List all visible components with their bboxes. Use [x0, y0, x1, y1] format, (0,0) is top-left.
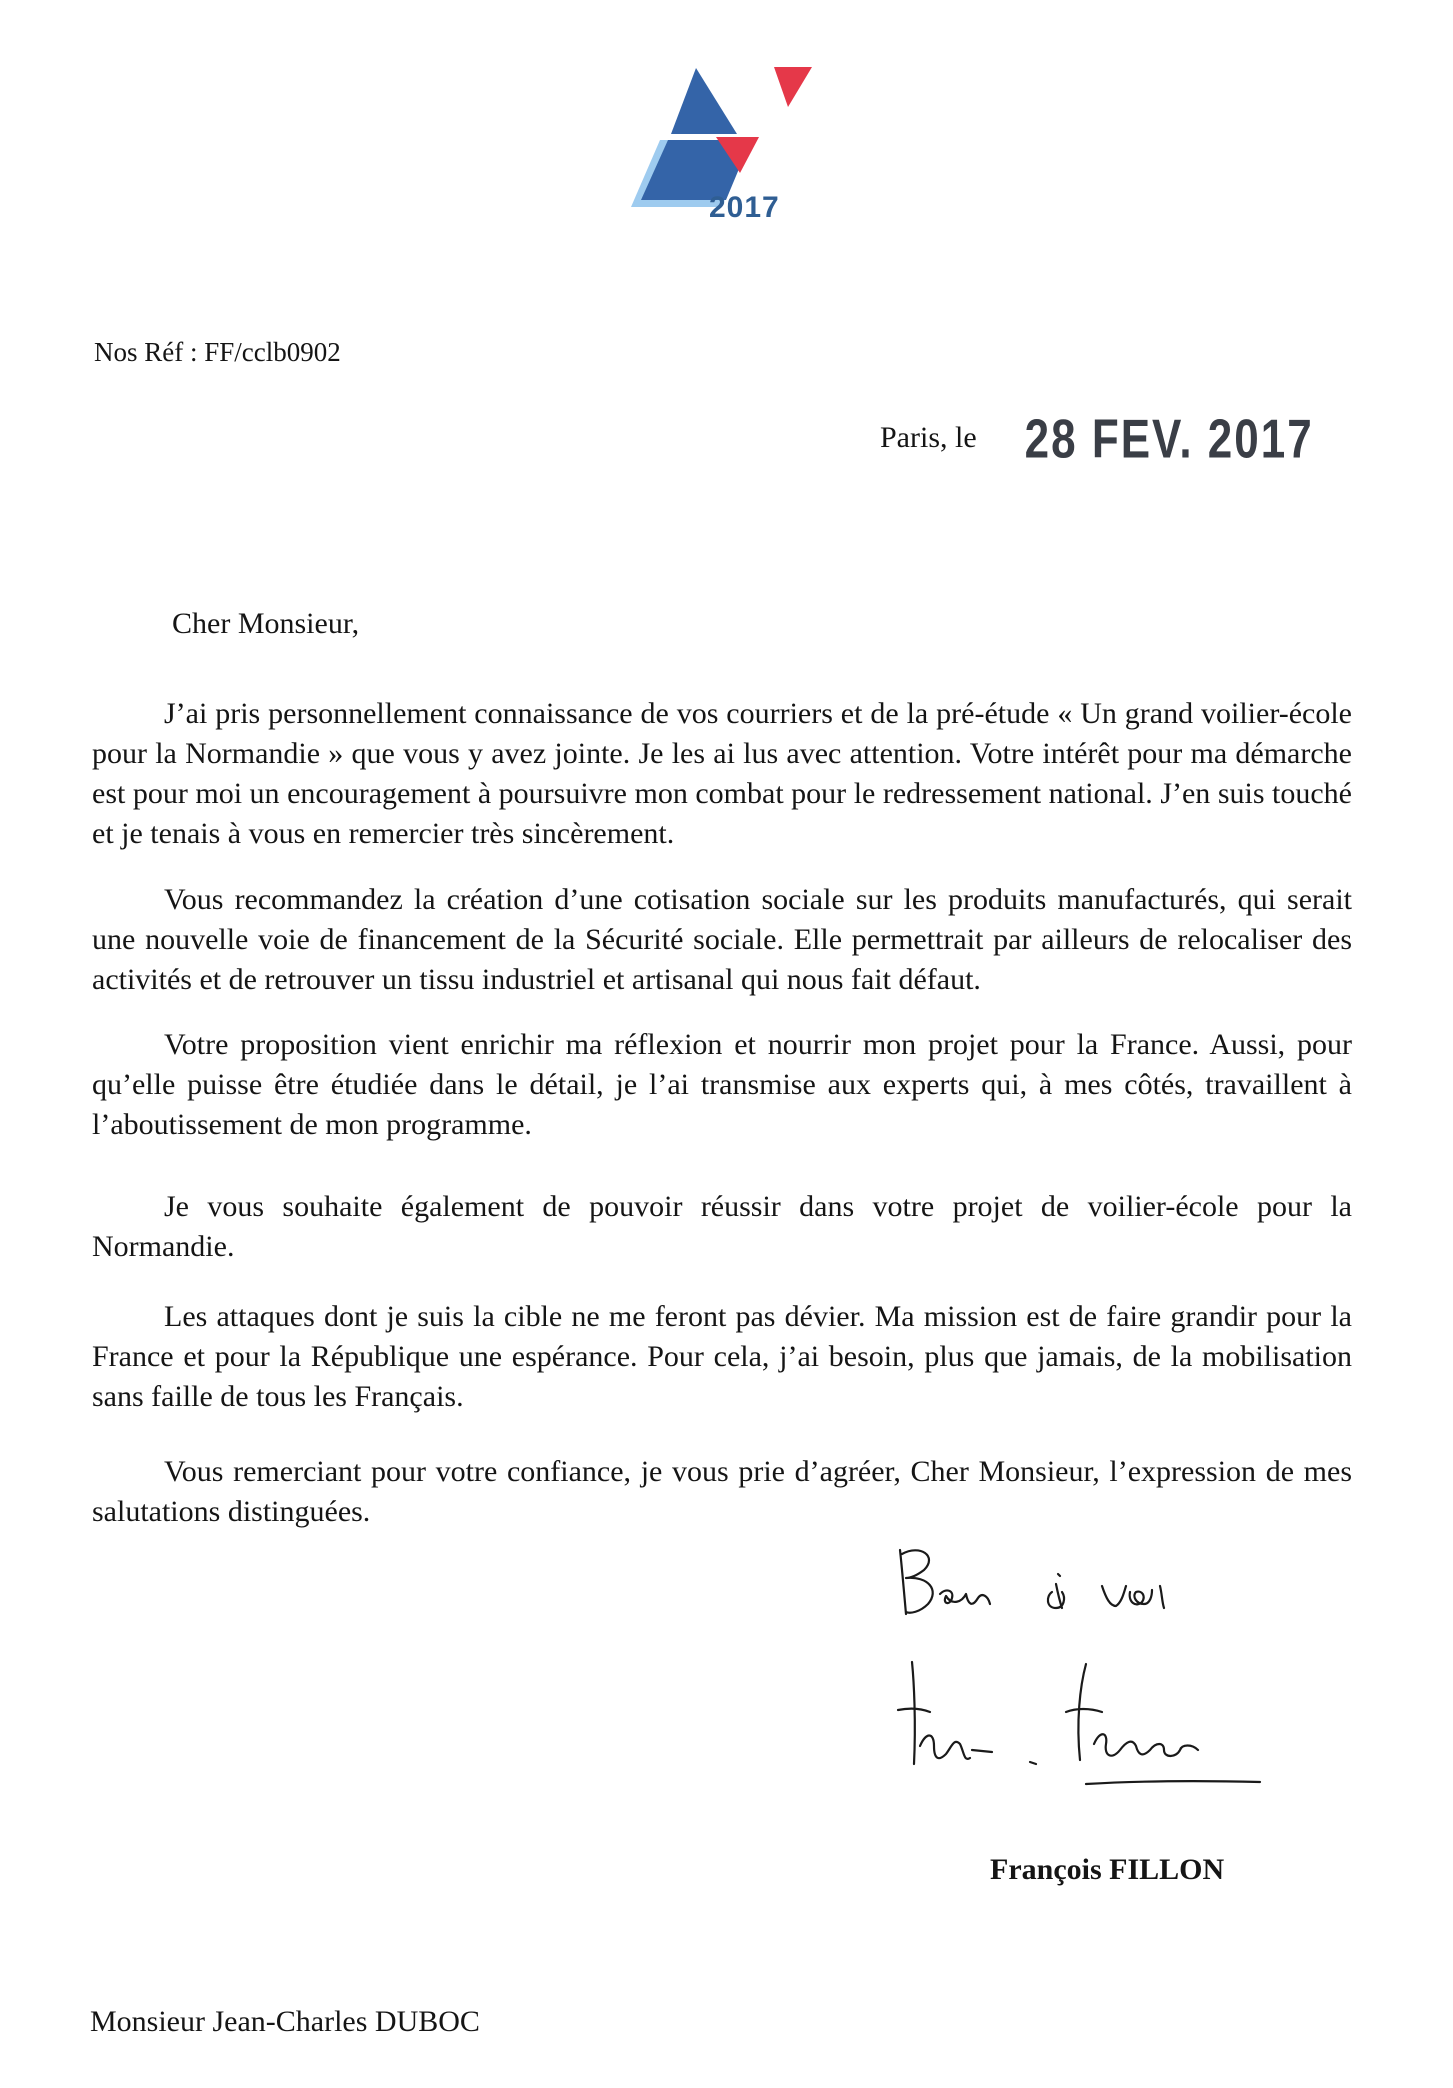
logo-year: 2017 [709, 191, 780, 224]
place-label: Paris, le [880, 421, 977, 454]
paragraph: Les attaques dont je suis la cible ne me feront pas dévier. Ma mission est de faire grandir pour la France et pour la République une espérance. Pour cela, j’ai besoin, plus que jamais, de la mobilisation sans faille de tous les Français. [92, 1300, 1352, 1413]
salutation: Cher Monsieur, [172, 607, 360, 640]
paragraph: J’ai pris personnellement connaissance de vos courriers et de la pré-étude « Un grand voilier-école pour la Normandie » que vous y avez jointe. Je les ai lus avec attention. Votre intérêt pour ma démarche est pour moi un encouragement à poursuivre mon combat pour le redressement national. J’en suis touché et je tenais à vous en remercier très sincèrement. [92, 697, 1352, 850]
recipient-name: Monsieur Jean-Charles DUBOC [90, 2005, 480, 2038]
paragraph: Vous remerciant pour votre confiance, je vous prie d’agréer, Cher Monsieur, l’expression de mes salutations distinguées. [92, 1455, 1352, 1528]
handwritten-signature [880, 1532, 1330, 1832]
paragraph: Je vous souhaite également de pouvoir réussir dans votre projet de voilier-école pour la Normandie. [92, 1190, 1352, 1263]
date-line [880, 408, 1314, 468]
signatory-name: François FILLON [990, 1853, 1225, 1886]
reference-number: Nos Réf : FF/cclb0902 [94, 337, 341, 367]
paragraph: Votre proposition vient enrichir ma réflexion et nourrir mon projet pour la France. Aussi, pour qu’elle puisse être étudiée dans le détail, je l’ai transmise aux experts qui, à mes côtés, travaillent à l’aboutissement de mon programme. [92, 1028, 1352, 1141]
paragraph: Vous recommandez la création d’une cotisation sociale sur les produits manufacturés, qui serait une nouvelle voie de financement de la Sécurité sociale. Elle permettrait par ailleurs de relocaliser des activités et de retrouver un tissu industriel et artisanal qui nous fait défaut. [92, 883, 1352, 996]
date-stamp: 28 FEV. 2017 [1024, 408, 1314, 470]
